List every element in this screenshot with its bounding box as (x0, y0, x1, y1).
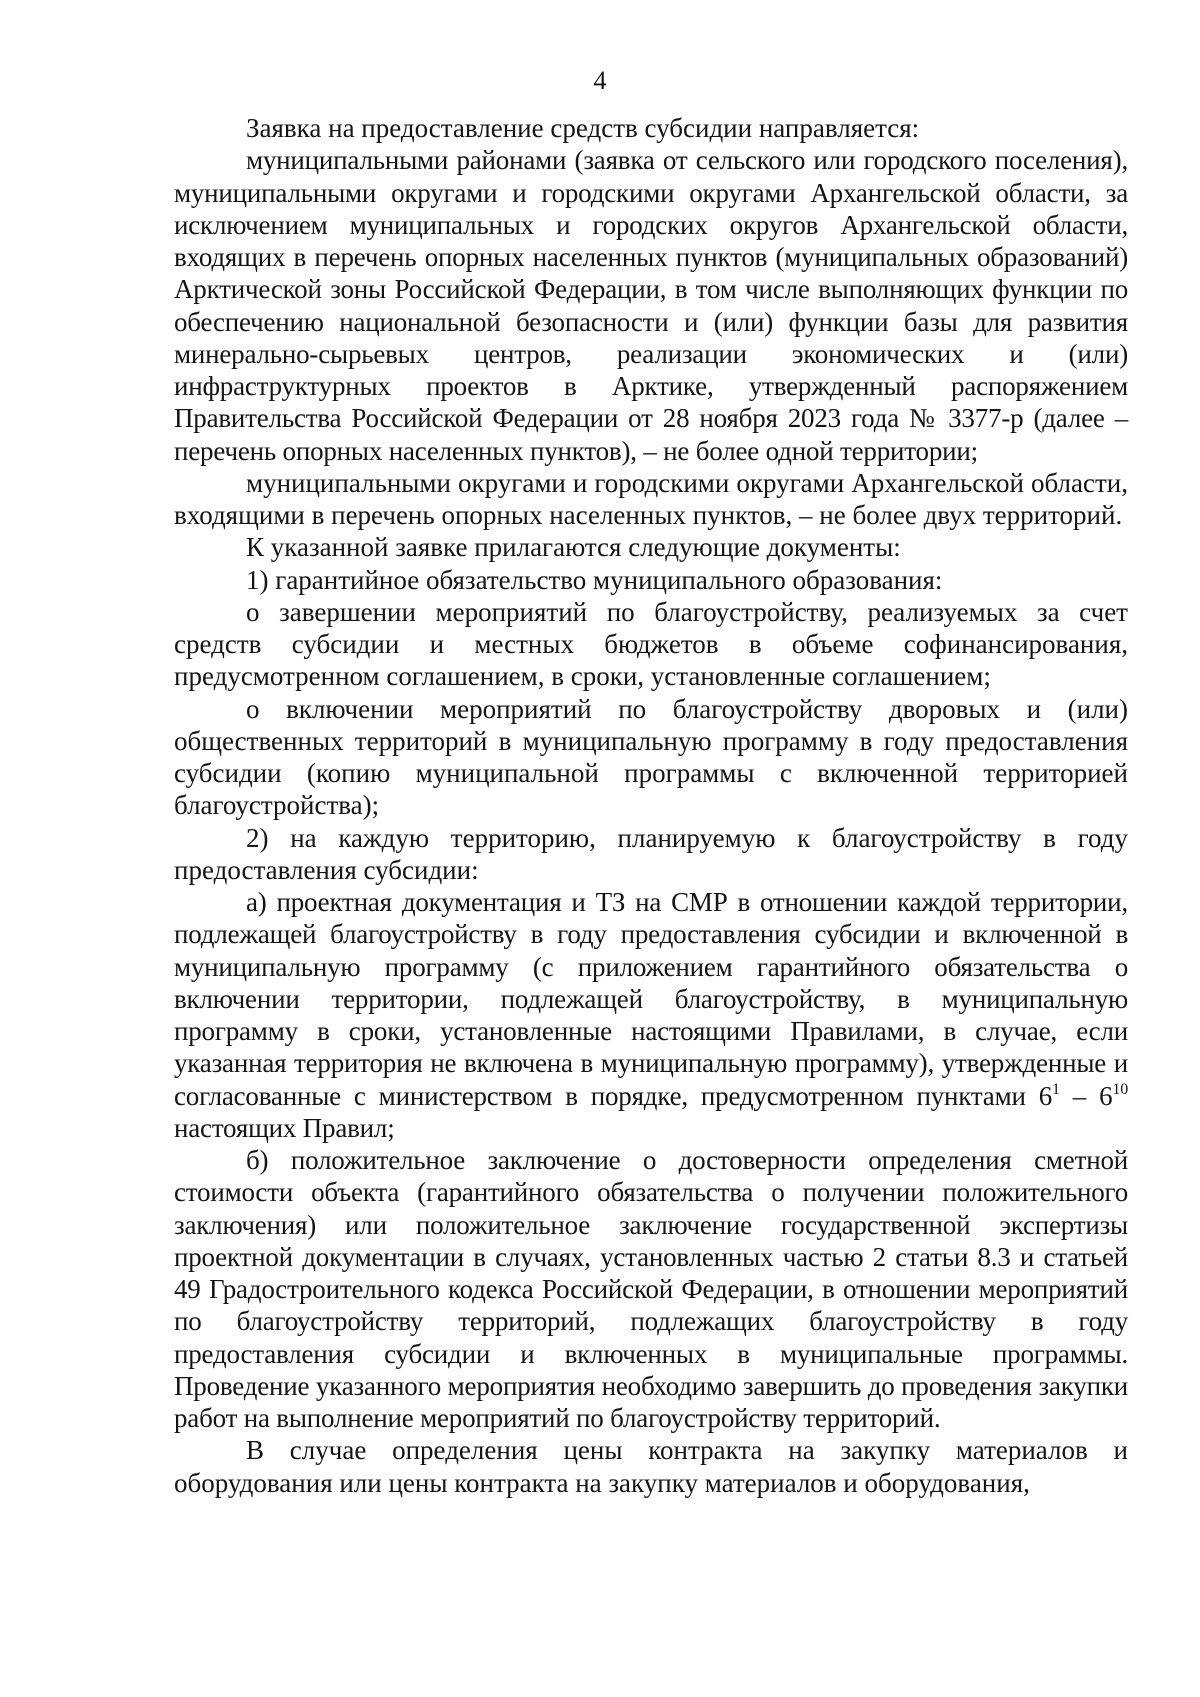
paragraph-item-2b: б) положительное заключение о достоверности определения сметной стоимости объекта (гарантийного обязательства о получении положительного заключения) или положительное заключение государственной экспертизы проектной документации в случаях, установленных частью 2 статьи 8.3 и статьей 49 Градостроительного кодекса Российской Федерации, в отношении мероприятий по благоустройству территорий, подлежащих благоустройству в году предоставления субсидии и включенных в муниципальные программы. Проведение указанного мероприятия необходимо завершить до проведения закупки работ на выполнение мероприятий по благоустройству территорий. (174, 1145, 1128, 1433)
item-2a-range-dash: – 6 (1059, 1080, 1113, 1111)
document-body (174, 112, 1128, 1499)
paragraph-documents-intro: К указанной заявке прилагаются следующие документы: (246, 532, 901, 563)
paragraph-application-intro: Заявка на предоставление средств субсидии направляется: (246, 113, 920, 143)
item-2a-text: а) проектная документация и ТЗ на СМР в отношении каждой территории, подлежащей благоустройству в году предоставления субсидии и включенной в муниципальную программу (с приложением гарантийного обязательства о включении территории, подлежащей благоустройству, в муниципальную программу в сроки, установленные настоящими Правилами, в случае, если указанная территория не включена в муниципальную программу), утвержденные и согласованные с министерством в порядке, предусмотренном пунктами 6 (174, 887, 1128, 1111)
paragraph-item-2a (174, 886, 1128, 1144)
paragraph-inclusion-guarantee: о включении мероприятий по благоустройству дворовых и (или) общественных территорий в муниципальную программу в году предоставления субсидии (копию муниципальной программы с включенной территорией благоустройства); (174, 693, 1128, 821)
paragraph-municipal-districts: муниципальными районами (заявка от сельского или городского поселения), муниципальными округами и городскими округами Архангельской области, за исключением муниципальных и городских округов Архангельской области, входящих в перечень опорных населенных пунктов (муниципальных образований) Арктической зоны Российской Федерации, в том числе выполняющих функции по обеспечению национальной безопасности и (или) функции базы для развития минерально-сырьевых центров, реализации экономических и (или) инфраструктурных проектов в Арктике, утвержденный распоряжением Правительства Российской Федерации от 28 ноября 2023 года № 3377-р (далее – перечень опорных населенных пунктов), – не более одной территории; (174, 145, 1128, 466)
item-2a-superscript-1: 1 (1052, 1080, 1060, 1098)
item-2a-tail: настоящих Правил; (174, 1112, 395, 1143)
paragraph-municipal-okrugs: муниципальными округами и городскими округами Архангельской области, входящими в перечень опорных населенных пунктов, – не более двух территорий. (174, 467, 1128, 530)
paragraph-item-1: 1) гарантийное обязательство муниципального образования: (246, 564, 943, 595)
page-number: 4 (593, 66, 607, 95)
paragraph-contract-price: В случае определения цены контракта на закупку материалов и оборудования или цены контракта на закупку материалов и оборудования, (174, 1435, 1128, 1498)
paragraph-completion-guarantee: о завершении мероприятий по благоустройству, реализуемых за счет средств субсидии и местных бюджетов в объеме софинансирования, предусмотренном соглашением, в сроки, установленные соглашением; (174, 596, 1128, 692)
item-2a-superscript-10: 10 (1112, 1080, 1128, 1098)
paragraph-item-2: 2) на каждую территорию, планируемую к благоустройству в году предоставления субсидии: (174, 822, 1128, 885)
